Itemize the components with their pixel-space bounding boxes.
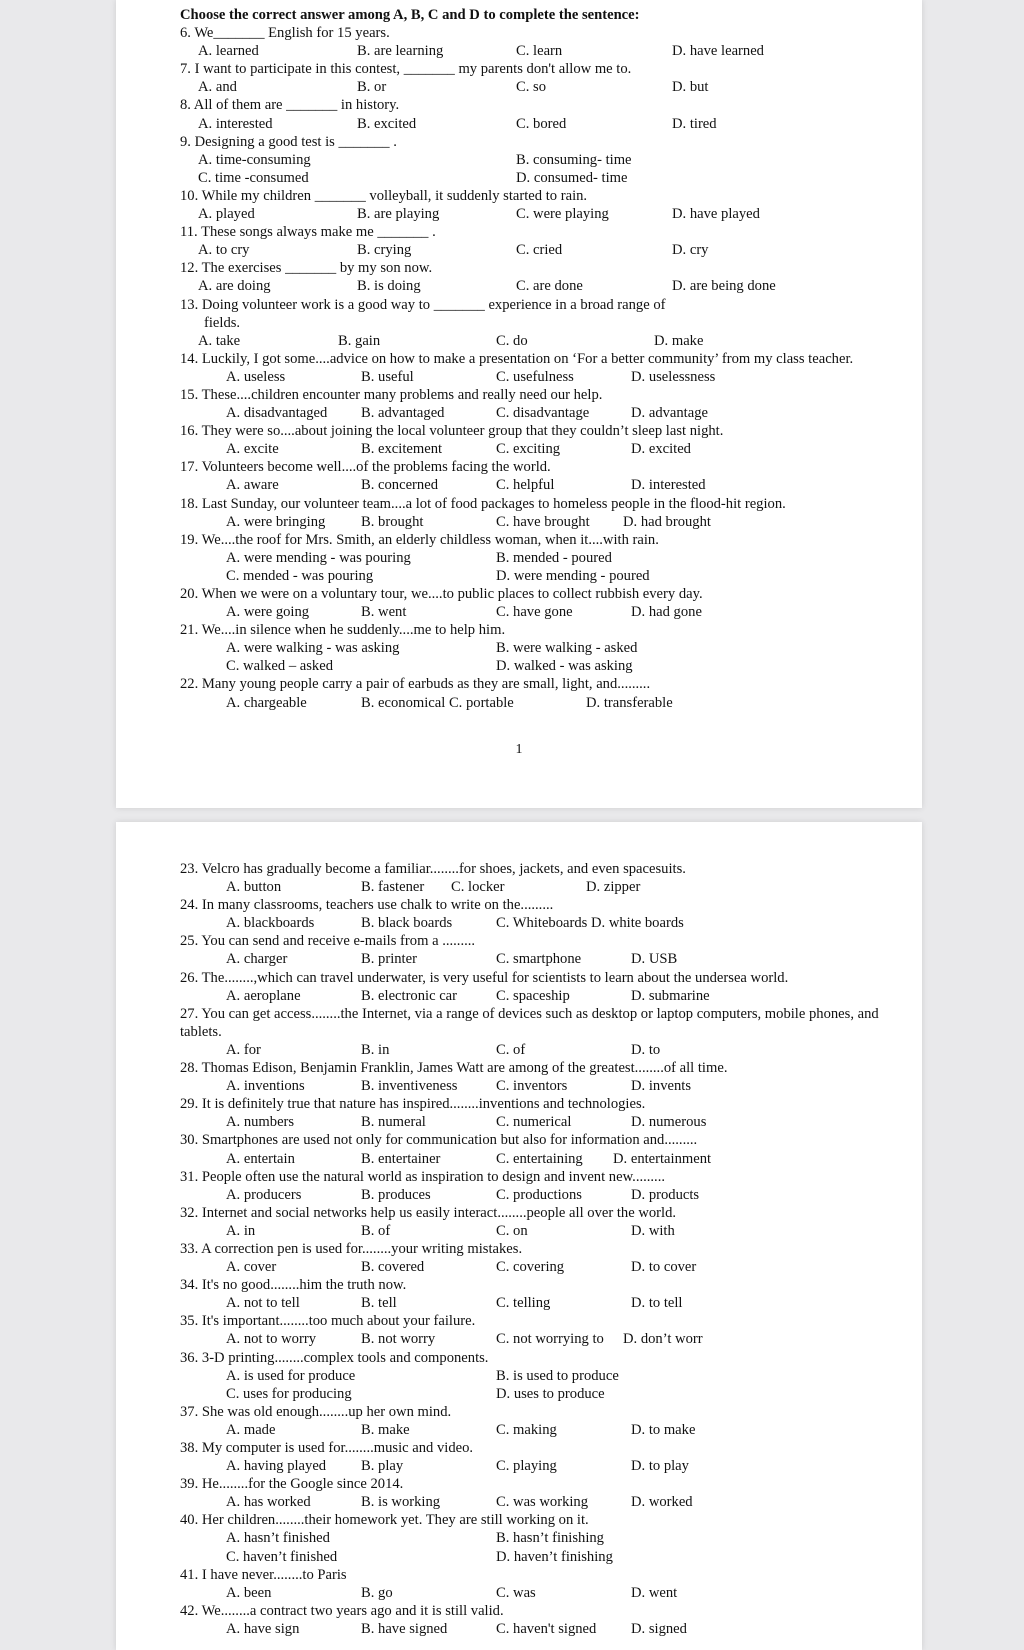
question-stem: 33. A correction pen is used for........your writing mistakes. [180,1240,523,1257]
answer-option: A. not to worry [226,1331,316,1348]
question-stem: 28. Thomas Edison, Benjamin Franklin, James Watt are among of the greatest........of all time. [180,1060,728,1077]
answer-option: B. mended - poured [496,549,612,566]
question-stem: 16. They were so....about joining the local volunteer group that they couldn’t sleep last night. [180,423,724,440]
question-stem: 25. You can send and receive e-mails from a ......... [180,933,476,950]
question-stem: 9. Designing a good test is _______ . [180,133,397,150]
answer-option: C. productions [496,1186,582,1203]
answer-option: A. time-consuming [198,151,311,168]
answer-option: D. had brought [623,513,711,530]
question-block [180,1439,882,1475]
answer-option: C. spaceship [496,987,570,1004]
question-stem: 38. My computer is used for........music and video. [180,1440,474,1456]
question-stem: 19. We....the roof for Mrs. Smith, an elderly childless woman, when it....with rain. [180,531,659,548]
options-row [180,1222,882,1240]
question-stem: 42. We........a contract two years ago and it is still valid. [180,1602,504,1619]
options-row [180,169,882,187]
question-block [180,1312,882,1348]
answer-option: D. worked [631,1494,693,1511]
answer-option: D. interested [631,477,706,494]
answer-option: B. consuming- time [516,151,632,168]
answer-option: B. black boards [361,915,453,932]
answer-option: A. in [226,1222,256,1239]
answer-option: D. walked - was asking [496,658,633,675]
question-stem: 34. It's no good........him the truth now. [180,1277,407,1294]
question-block [180,1276,882,1312]
answer-option: C. of [496,1041,526,1058]
question-block [180,495,882,531]
options-row [180,440,882,458]
answer-option: C. locker [451,879,505,896]
answer-option: B. were walking - asked [496,640,638,657]
instruction-heading: Choose the correct answer among A, B, C and D to complete the sentence: [180,7,640,23]
answer-option: B. went [361,604,407,621]
answer-option: B. not worry [361,1331,436,1348]
answer-option: B. produces [361,1186,431,1203]
answer-option: C. uses for producing [226,1385,352,1402]
answer-option: A. is used for produce [226,1367,356,1384]
answer-option: A. take [198,332,241,349]
answer-option: C. telling [496,1295,551,1312]
answer-option: C. were playing [516,206,609,223]
answer-option: B. excitement [361,441,443,458]
options-row [180,151,882,169]
answer-option: C. exciting [496,441,561,458]
question-stem-continuation: fields. [204,314,241,331]
answer-option: B. hasn’t finishing [496,1530,604,1547]
question-stem: 8. All of them are _______ in history. [180,97,400,114]
question-stem: 10. While my children _______ volleyball, it suddenly started to rain. [180,187,588,204]
answer-option: B. electronic car [361,987,458,1004]
answer-option: B. entertainer [361,1150,441,1167]
options-row [180,1150,882,1168]
answer-option: D. were mending - poured [496,567,650,584]
answer-option: A. made [226,1421,276,1438]
answer-option: B. are learning [357,43,444,60]
answer-option: C. numerical [496,1114,572,1131]
answer-option: B. concerned [361,477,438,494]
question-stem: 41. I have never........to Paris [180,1566,347,1583]
answer-option: C. haven't signed [496,1620,597,1637]
options-row [180,878,882,896]
answer-option: D. went [631,1584,678,1601]
answer-option: D. had gone [631,604,702,621]
answer-option: D. to tell [631,1295,683,1312]
answer-option: D. excited [631,441,691,458]
question-block [180,1566,882,1602]
question-stem: 12. The exercises _______ by my son now. [180,260,433,277]
answer-option: D. tired [672,115,717,132]
question-stem: 23. Velcro has gradually become a familiar........for shoes, jackets, and even spacesuits. [180,861,686,877]
answer-option: D. uses to produce [496,1385,605,1402]
question-stem: 11. These songs always make me _______ . [180,224,436,241]
question-block [180,296,882,350]
answer-option: D. to make [631,1421,696,1438]
options-row [180,1529,882,1547]
answer-option: D. with [631,1222,675,1239]
answer-option: A. aware [226,477,279,494]
question-stem: 18. Last Sunday, our volunteer team....a lot of food packages to homeless people in the flood-hit region. [180,495,786,512]
options-row [180,603,882,621]
options-row [180,639,882,657]
answer-option: A. useless [226,368,286,385]
answer-option: D. to play [631,1458,689,1475]
answer-option: B. are playing [357,206,440,223]
answer-option: D. products [631,1186,700,1203]
answer-option: A. were going [226,604,310,621]
question-block [180,422,882,458]
question-stem: 7. I want to participate in this contest, _______ my parents don't allow me to. [180,61,632,78]
answer-option: B. inventiveness [361,1078,458,1095]
question-block [180,1005,882,1059]
answer-option: D. are being done [672,278,776,295]
question-block [180,223,882,259]
answer-option: A. played [198,206,255,223]
question-stem: 29. It is definitely true that nature has inspired........inventions and technologies. [180,1096,646,1113]
answer-option: A. hasn’t finished [226,1530,330,1547]
question-block [180,1204,882,1240]
answer-option: B. printer [361,951,417,968]
answer-option: D. to cover [631,1259,697,1276]
answer-option: D. zipper [586,879,641,896]
answer-option: D. invents [631,1078,691,1095]
options-row [180,950,882,968]
answer-option: C. learn [516,43,563,60]
answer-option: D. cry [672,242,709,259]
options-row [180,277,882,295]
answer-option: C. bored [516,115,567,132]
question-stem: 37. She was old enough........up her own mind. [180,1403,452,1420]
answer-option: C. inventors [496,1078,568,1095]
answer-option: C. time -consumed [198,169,309,186]
question-stem: 24. In many classrooms, teachers use chalk to write on the......... [180,897,554,914]
answer-option: A. interested [198,115,273,132]
answer-option: A. have sign [226,1620,300,1637]
options-row [180,914,882,932]
options-row [180,1330,882,1348]
answer-option: C. entertaining [496,1150,583,1167]
question-block [180,187,882,223]
answer-option: A. chargeable [226,694,307,711]
question-stem: 26. The........,which can travel underwater, is very useful for scientists to learn about the undersea world. [180,969,789,986]
answer-option: D. but [672,79,709,96]
question-stem: 39. He........for the Google since 2014. [180,1476,404,1493]
answer-option: D. uselessness [631,368,716,385]
answer-option: C. are done [516,278,583,295]
question-block [180,386,882,422]
answer-option: C. cried [516,242,563,259]
answer-option: B. gain [338,332,381,349]
answer-option: C. have brought [496,513,590,530]
question-block [180,1168,882,1204]
question-stem: 40. Her children........their homework yet. They are still working on it. [180,1512,589,1529]
answer-option: D. consumed- time [516,169,628,186]
question-block [180,1349,882,1403]
options-row [180,987,882,1005]
answer-option: D. haven’t finishing [496,1548,613,1565]
answer-option: B. tell [361,1295,397,1312]
question-block [180,1059,882,1095]
question-block [180,531,882,585]
answer-option: B. go [361,1584,393,1601]
answer-option: B. numeral [361,1114,426,1131]
answer-option: C. have gone [496,604,573,621]
answer-option: D. make [654,332,704,349]
answer-option: A. excite [226,441,279,458]
options-row [180,1548,882,1566]
options-row [180,115,882,133]
answer-option: C. making [496,1421,557,1438]
answer-option: B. play [361,1458,404,1475]
answer-option: C. usefulness [496,368,574,385]
answer-option: C. so [516,79,547,96]
options-row [180,1258,882,1276]
answer-option: B. advantaged [361,405,445,422]
answer-option: A. has worked [226,1494,311,1511]
options-row [180,1113,882,1131]
answer-option: B. is working [361,1494,441,1511]
answer-option: B. fastener [361,879,425,896]
question-block [180,96,882,132]
answer-option: B. have signed [361,1620,448,1637]
options-row [180,1077,882,1095]
answer-option: C. was [496,1584,536,1601]
question-block [180,585,882,621]
answer-option: C. Whiteboards D. white boards [496,915,684,932]
options-row [180,694,882,712]
answer-option: B. useful [361,368,414,385]
answer-option: D. submarine [631,987,710,1004]
answer-option: C. smartphone [496,951,582,968]
options-row [180,1457,882,1475]
question-block [180,675,882,711]
question-stem: 17. Volunteers become well....of the problems facing the world. [180,459,551,476]
answer-option: C. do [496,332,528,349]
question-block [180,932,882,968]
answer-option: D. don’t worr [623,1331,703,1348]
answer-option: A. inventions [226,1078,305,1095]
answer-option: B. in [361,1041,390,1058]
options-row [180,404,882,422]
question-block [180,621,882,675]
answer-option: D. advantage [631,405,708,422]
answer-option: D. to [631,1041,661,1058]
answer-option: A. not to tell [226,1295,300,1312]
question-stem: 27. You can get access........the Internet, via a range of devices such as desktop or laptop computers, mobile phones, and tablets. [180,1005,879,1040]
worksheet-page-1 [116,0,922,808]
answer-option: A. been [226,1584,272,1601]
question-stem: 32. Internet and social networks help us easily interact........people all over the world. [180,1204,677,1221]
question-block [180,1475,882,1511]
answer-option: A. charger [226,951,288,968]
question-block [180,259,882,295]
options-row [180,513,882,531]
answer-option: C. helpful [496,477,555,494]
answer-option: D. have played [672,206,760,223]
answer-option: A. learned [198,43,259,60]
answer-option: A. disadvantaged [226,405,328,422]
question-stem: 36. 3-D printing........complex tools and components. [180,1349,489,1366]
options-row [180,1385,882,1403]
answer-option: B. brought [361,513,424,530]
question-block [180,896,882,932]
answer-option: C. mended - was pouring [226,567,374,584]
options-row [180,1620,882,1638]
answer-option: C. not worrying to [496,1331,604,1348]
answer-option: C. haven’t finished [226,1548,338,1565]
question-stem: 14. Luckily, I got some....advice on how to make a presentation on ‘For a better community’ from my class teacher. [180,350,854,367]
options-row [180,567,882,585]
answer-option: A. for [226,1041,261,1058]
answer-option: A. button [226,879,282,896]
worksheet-page-2 [116,822,922,1650]
answer-option: A. blackboards [226,915,315,932]
options-row [180,1584,882,1602]
question-stem: 15. These....children encounter many problems and really need our help. [180,386,603,403]
page-number: 1 [515,742,523,757]
answer-option: B. is doing [357,278,421,295]
answer-option: A. cover [226,1259,277,1276]
question-block [180,1602,882,1638]
answer-option: D. transferable [586,694,673,711]
question-block [180,458,882,494]
answer-option: B. of [361,1222,391,1239]
answer-option: D. numerous [631,1114,707,1131]
question-block [180,24,882,60]
question-stem: 21. We....in silence when he suddenly....me to help him. [180,622,506,639]
question-block [180,60,882,96]
options-row [180,1421,882,1439]
options-row [180,205,882,223]
answer-option: C. walked – asked [226,658,333,675]
options-row [180,657,882,675]
answer-option: C. disadvantage [496,405,590,422]
question-block [180,860,882,896]
answer-option: D. USB [631,951,678,968]
options-row [180,241,882,259]
answer-option: A. having played [226,1458,327,1475]
answer-option: B. crying [357,242,412,259]
question-block [180,969,882,1005]
options-row [180,476,882,494]
question-block [180,133,882,187]
answer-option: B. or [357,79,387,96]
options-row [180,1186,882,1204]
question-block [180,1511,882,1565]
answer-option: C. on [496,1222,528,1239]
answer-option: D. have learned [672,43,764,60]
answer-option: C. playing [496,1458,557,1475]
answer-option: A. were mending - was pouring [226,549,411,566]
options-row [180,1041,882,1059]
page-2-content [180,860,882,1638]
question-stem: 30. Smartphones are used not only for communication but also for information and......... [180,1132,698,1149]
options-row [180,1294,882,1312]
answer-option: A. numbers [226,1114,295,1131]
answer-option: A. to cry [198,242,250,259]
answer-option: A. entertain [226,1150,295,1167]
answer-option: C. covering [496,1259,565,1276]
question-stem: 20. When we were on a voluntary tour, we....to public places to collect rubbish every day. [180,586,703,602]
answer-option: D. entertainment [613,1150,712,1167]
options-row [180,549,882,567]
question-stem: 6. We_______ English for 15 years. [180,25,390,42]
answer-option: B. is used to produce [496,1367,619,1384]
question-block [180,350,882,386]
answer-option: B. make [361,1421,410,1438]
question-stem: 31. People often use the natural world as inspiration to design and invent new......... [180,1168,666,1185]
answer-option: B. excited [357,115,417,132]
page-1-content [180,6,882,712]
options-row [180,42,882,60]
question-block [180,1095,882,1131]
answer-option: A. were bringing [226,513,326,530]
question-stem: 13. Doing volunteer work is a good way to _______ experience in a broad range of [180,296,666,313]
question-block [180,1403,882,1439]
question-stem: 22. Many young people carry a pair of earbuds as they are small, light, and......... [180,676,651,693]
answer-option: A. and [198,79,237,96]
answer-option: B. covered [361,1259,425,1276]
answer-option: A. are doing [198,278,271,295]
question-block [180,1240,882,1276]
answer-option: A. producers [226,1186,302,1203]
answer-option: C. was working [496,1494,589,1511]
options-row [180,1367,882,1385]
question-block [180,1131,882,1167]
answer-option: A. aeroplane [226,987,301,1004]
options-row [180,368,882,386]
answer-option: A. were walking - was asking [226,640,400,657]
options-row [180,78,882,96]
answer-option: B. economical C. portable [361,694,514,711]
options-row [180,332,882,350]
question-stem: 35. It's important........too much about your failure. [180,1313,476,1330]
answer-option: D. signed [631,1620,687,1637]
options-row [180,1493,882,1511]
